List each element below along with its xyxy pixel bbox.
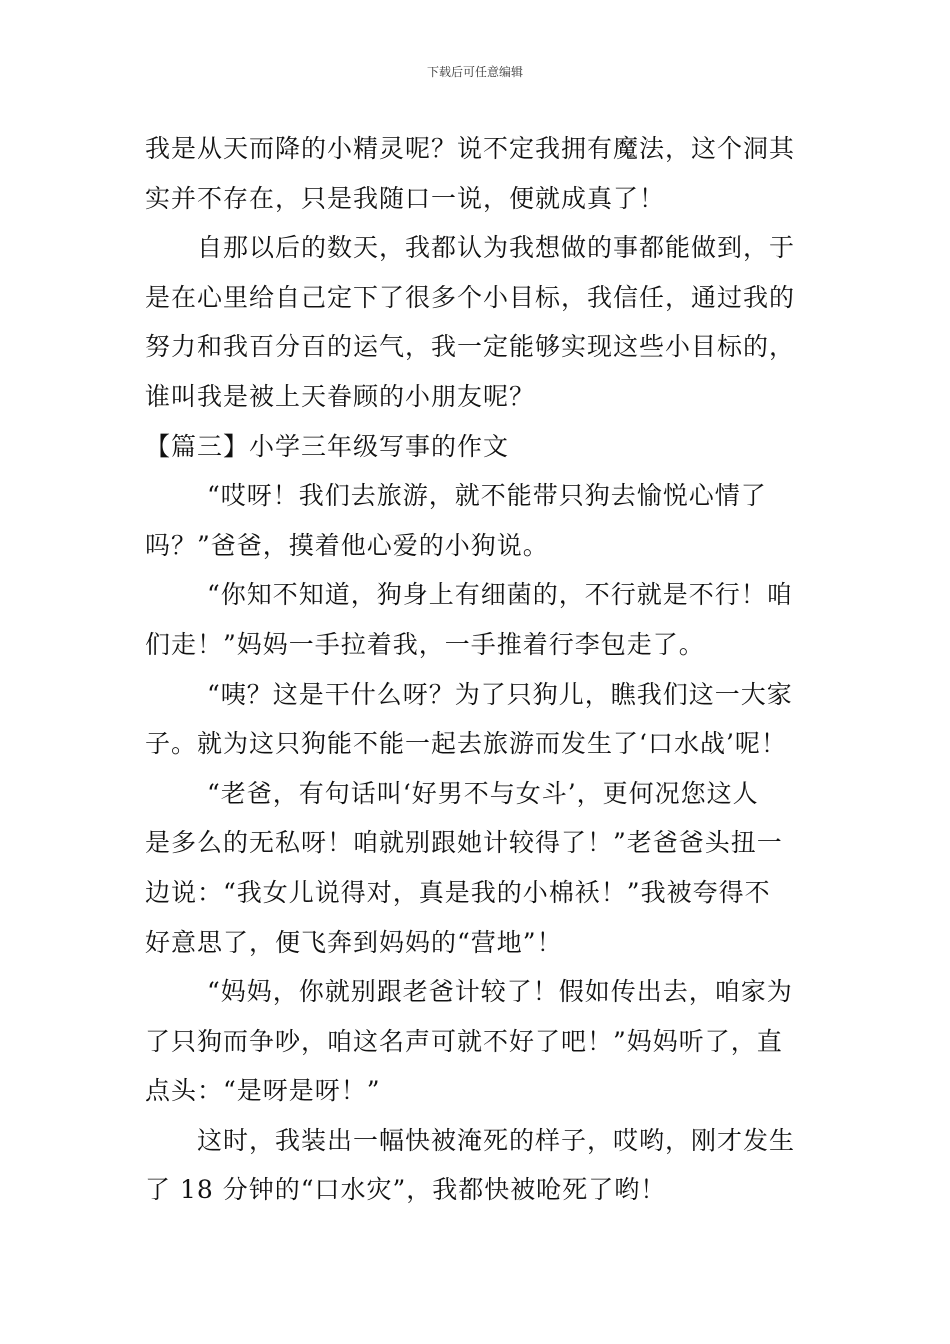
text-line: “你知不知道，狗身上有细菌的，不行就是不行！咱 bbox=[207, 580, 793, 610]
text-line: 自那以后的数天，我都认为我想做的事都能做到，于 bbox=[197, 233, 796, 263]
text-line: “老爸，有句话叫‘好男不与女斗’，更何况您这人 bbox=[207, 778, 759, 808]
document-body bbox=[145, 124, 810, 1215]
text-line: 们走！”妈妈一手拉着我，一手推着行李包走了。 bbox=[145, 629, 705, 659]
section-heading: 【篇三】小学三年级写事的作文 bbox=[145, 431, 510, 461]
text-line: “妈妈，你就别跟老爸计较了！假如传出去，咱家为 bbox=[207, 977, 793, 1007]
text-line: 点头：“是呀是呀！” bbox=[145, 1076, 381, 1106]
text-line: 了 18 分钟的“口水灾”，我都快被呛死了哟！ bbox=[145, 1175, 667, 1205]
text-line: 是多么的无私呀！咱就别跟她计较得了！”老爸爸头扭一 bbox=[145, 828, 783, 858]
text-line: 好意思了，便飞奔到妈妈的“营地”！ bbox=[145, 927, 563, 957]
page-header: 下载后可任意编辑 bbox=[426, 65, 523, 79]
text-line: 是在心里给自己定下了很多个小目标，我信任，通过我的 bbox=[145, 282, 796, 312]
text-line: 边说：“我女儿说得对，真是我的小棉袄！”我被夸得不 bbox=[145, 877, 771, 907]
text-line: “哎呀！我们去旅游，就不能带只狗去愉悦心情了 bbox=[207, 481, 767, 511]
text-line: 谁叫我是被上天眷顾的小朋友呢？ bbox=[145, 381, 536, 411]
text-line: 吗？”爸爸，摸着他心爱的小狗说。 bbox=[145, 530, 549, 560]
text-line: 实并不存在，只是我随口一说，便就成真了！ bbox=[145, 183, 666, 213]
text-line: 了只狗而争吵，咱这名声可就不好了吧！”妈妈听了，直 bbox=[145, 1026, 783, 1056]
text-line: 子。就为这只狗能不能一起去旅游而发生了‘口水战’呢！ bbox=[145, 729, 787, 759]
text-line: 我是从天而降的小精灵呢？说不定我拥有魔法，这个洞其 bbox=[145, 134, 796, 163]
text-line: 这时，我装出一幅快被淹死的样子，哎哟，刚才发生 bbox=[197, 1125, 796, 1155]
text-line: 努力和我百分百的运气，我一定能够实现这些小目标的， bbox=[145, 332, 796, 362]
text-line: “咦？这是干什么呀？为了只狗儿，瞧我们这一大家 bbox=[207, 679, 793, 709]
